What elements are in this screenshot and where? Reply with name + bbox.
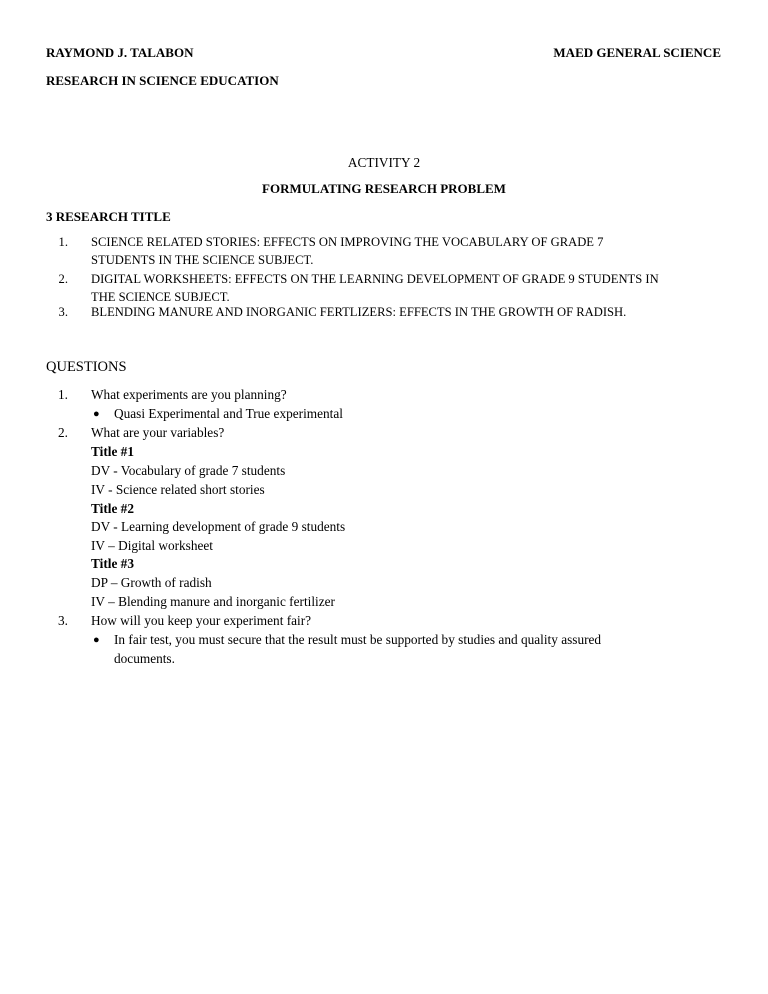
list-number: 2. <box>58 425 68 440</box>
dependent-variable: DV - Vocabulary of grade 7 students <box>91 463 286 478</box>
dependent-variable: DV - Learning development of grade 9 students <box>91 519 346 534</box>
list-number: 3. <box>58 613 68 628</box>
research-title-text-cont: THE SCIENCE SUBJECT. <box>91 290 230 304</box>
answer-text: Quasi Experimental and True experimental <box>114 406 343 421</box>
activity-title: FORMULATING RESEARCH PROBLEM <box>262 181 506 196</box>
author-name: RAYMOND J. TALABON <box>46 45 194 60</box>
answer-text-cont: documents. <box>114 651 175 666</box>
bullet-icon: ● <box>93 634 100 646</box>
research-title-heading: 3 RESEARCH TITLE <box>46 209 171 224</box>
variable-title-label: Title #2 <box>91 501 134 516</box>
variable-title-label: Title #3 <box>91 556 134 571</box>
course-name: RESEARCH IN SCIENCE EDUCATION <box>46 73 279 88</box>
research-title-text: BLENDING MANURE AND INORGANIC FERTLIZERS: EFFECTS IN THE GROWTH OF RADISH. <box>91 305 627 319</box>
answer-text: In fair test, you must secure that the result must be supported by studies and quality assured <box>114 632 602 647</box>
dependent-variable: DP – Growth of radish <box>91 575 212 590</box>
list-number: 2. <box>58 272 68 286</box>
question-text: What experiments are you planning? <box>91 387 287 402</box>
bullet-icon: ● <box>93 408 100 420</box>
questions-heading: QUESTIONS <box>46 359 127 375</box>
question-text: How will you keep your experiment fair? <box>91 613 312 628</box>
research-title-text-cont: STUDENTS IN THE SCIENCE SUBJECT. <box>91 253 314 267</box>
program-name: MAED GENERAL SCIENCE <box>553 45 721 60</box>
research-title-text: SCIENCE RELATED STORIES: EFFECTS ON IMPROVING THE VOCABULARY OF GRADE 7 <box>91 235 604 249</box>
list-number: 3. <box>58 305 68 319</box>
activity-label: ACTIVITY 2 <box>347 155 421 170</box>
list-number: 1. <box>58 235 68 249</box>
independent-variable: IV - Science related short stories <box>91 482 265 497</box>
list-number: 1. <box>58 387 68 402</box>
independent-variable: IV – Blending manure and inorganic fertilizer <box>91 594 335 609</box>
question-text: What are your variables? <box>91 425 225 440</box>
variable-title-label: Title #1 <box>91 444 134 459</box>
research-title-text: DIGITAL WORKSHEETS: EFFECTS ON THE LEARNING DEVELOPMENT OF GRADE 9 STUDENTS IN <box>91 272 659 286</box>
independent-variable: IV – Digital worksheet <box>91 538 213 553</box>
